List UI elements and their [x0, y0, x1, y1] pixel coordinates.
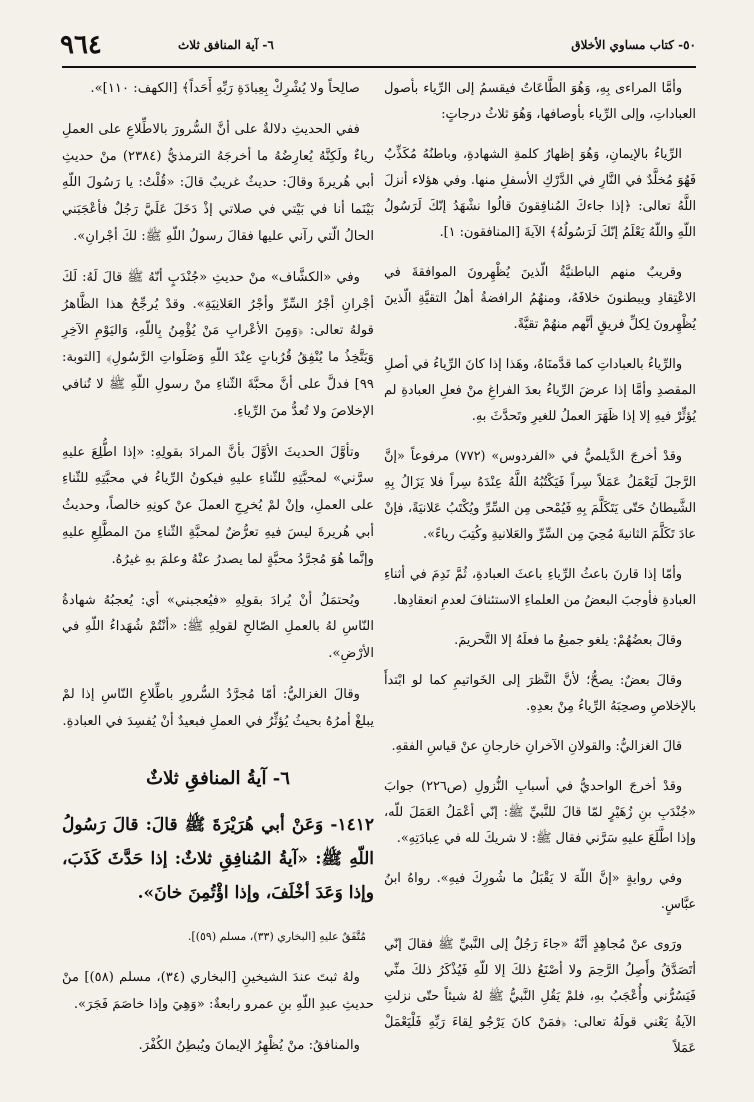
paragraph: وقالَ بعضٌ: يصحُّ؛ لأنَّ النَّظرَ إلى الخَواتيمِ كما لو ابْتدأَ بالإخلاصِ وصحِبَهُ الرِّياءُ مِنْ بعدِهِ.	[384, 673, 696, 714]
paragraph: ويُحتمَلُ أنْ يُرادَ بقولِهِ «فيُعجبني» أي: يُعجبُهُ شهادةُ النّاسِ لهُ بالعملِ الصّالحِ لقولِهِ ﷺ: «أنْتُمْ شُهَداءُ اللّهِ في الأرْضِ».	[62, 592, 374, 662]
page-header	[60, 30, 696, 64]
left-column	[62, 76, 374, 1074]
paragraph: وأمَّا المراءى بِهِ، وَهُوَ الطَّاعَاتُ فيقسمُ إلى الرِّياء بأصول العباداتِ، وإلى الرِّياء بأوصافها، وَهُوَ ثلاثُ درجاتٍ:	[384, 81, 696, 122]
paragraph: وفي «الكشَّاف» منْ حديثِ «جُنْدَبٍ أنّهُ ﷺ قالَ لَهُ: لَكَ أجْرانِ أجْرُ السِّرِّ وأجْرُ العَلانِيَةِ». وقدْ يُرجِّحُ هذا الظَّاهرُ قولهُ تعالى: ﴿وَمِنَ الأعْرابِ مَنْ يُؤْمِنُ بِاللّهِ، وَاليَوْمِ الآخِرِ وَيَتَّخِذُ ما يُنْفِقُ قُرُباتٍ عِنْدَ اللّهِ وَصَلَواتِ الرَّسُولِ﴾ [التوبة: ٩٩] فدلَّ على أنَّ محبَّةَ الثّناءِ منْ رسولِ اللّهِ ﷺ لا تُنافي الإخلاصَ ولا تُعدُّ منَ الرِّياءِ.	[62, 269, 374, 419]
hadith-text: ١٤١٢- وَعَنْ أبي هُرَيْرَةَ ﷺ قالَ: قالَ رَسُولُ اللّهِ ﷺ: «آيةُ المُنافِقِ ثلاثٌ: إذا حَدَّثَ كَذَبَ، وإذا وَعَدَ أخْلَفَ، وإذا اؤْتُمِنَ خانَ».	[62, 815, 374, 904]
chapter-title: ٥٠- كتاب مساوي الأخلاق	[571, 38, 696, 52]
paragraph: وتأوَّلَ الحديثَ الأوَّلَ بأنَّ المرادَ بقولِهِ: «إذا اطُّلِعَ عليهِ سرَّني» لمحبَّتِهِ للثّناءِ عليهِ فيكونُ الرِّياءُ في محبَّتِهِ للثّناءِ على العملِ، وإنْ لمْ يُخرِجِ العملَ عنْ كونِهِ خالصاً، وحديثُ أبي هُريرةَ ليسَ فيهِ تعرُّضٌ لمحبَّةِ الثّناءِ منَ المطَّلِعِ عليهِ وإنَّما هُوَ مُجرَّدُ محبَّةٍ لما يصدرُ عنْهُ وعلمَ بهِ غيرُهُ.	[62, 444, 374, 567]
paragraph: وقالَ بعضُهُمْ: يلغو جميعُ ما فعلَهُ إلا التَّحريمَ.	[454, 633, 682, 648]
paragraph: قالَ الغزاليُّ: والقولانِ الآخرانِ خارجانِ عنْ قياسِ الفقهِ.	[391, 739, 682, 754]
paragraph: والمنافقُ: منْ يُظْهِرُ الإيمانَ ويُبطِنُ الكُفْرَ.	[138, 1037, 360, 1053]
paragraph: وقدْ أخرجَ الدَّيلميُّ في «الفردوس» (٧٧٢) مرفوعاً «إنَّ الرَّجلَ لَيَعْمَلُ عَمَلاً سِراً فَيَكْتُبُهُ اللَّهُ عِنْدَهُ سِراً فلا يَزَالُ بِهِ الشَّيطانُ حَتّى يَتَكَلَّمَ بِهِ فَيُمْحى مِن السِّرِّ ويُكْتَبُ عَلانيَةً، فإنْ عادَ تَكَلَّمَ الثانيةَ مُحِيَ مِن السِّرِّ والعَلانيةِ وكُتِبَ رياءً».	[384, 449, 696, 542]
paragraph: وقريبٌ منهم الباطنيَّةُ الّذينَ يُظْهِرونَ الموافقةَ في الاعْتِقادِ ويبطنونَ خلافَهُ، ومنهُمُ الرافضةُ أهلُ التقيَّةِ الّذينَ يُظْهِرونَ لِكلِّ فريقٍ أنَّهم منهُمْ تقيَّةً.	[384, 265, 696, 332]
paragraph: ففي الحديثِ دلالةٌ على أنَّ السُّرورَ بالاطِّلاعِ على العملِ رياءٌ ولَكِنَّهُ يُعارِضُهُ ما أخرجَهُ الترمذيُّ (٢٣٨٤) منْ حديثِ أبي هُريرةَ وقالَ: حديثٌ غريبٌ قالَ: «قُلْتُ: يا رَسُولَ اللّهِ بَيْنَما أنا في بَيْتي في صلاتي إذْ دَخَلَ عَلَيَّ رَجُلٌ فأعْجَبَني الحالُ الّتي رآني عليها فقالَ رسولُ اللّهِ ﷺ: لكَ أجْرانِ».	[62, 121, 375, 244]
header-rule	[62, 66, 696, 68]
right-column	[384, 76, 696, 1076]
section-heading: ٦- آيةُ المنافقِ ثلاثٌ	[146, 767, 290, 789]
paragraph: وأمّا إذا قارنَ باعثُ الرِّياءِ باعثَ العبادةِ، ثُمَّ نَدِمَ في أثناءِ العبادةِ فأوجبَ البعضُ من العلماءِ الاستئنافَ لعدمِ انعقادِها.	[384, 567, 696, 608]
page-number: ٩٦٤	[60, 30, 102, 60]
section-running-title: ٦- آية المنافق ثلاث	[178, 38, 274, 52]
paragraph: الرِّياءُ بالإيمانِ، وَهُوَ إظهارُ كلمةِ الشهادةِ، وباطنُهُ مُكَذِّبٌ فَهُوَ مُخلَّدٌ في النَّارِ في الدَّرْكِ الأسفلِ منها. وفي هؤلاء أنزلَ اللَّهُ تعالى: ﴿إذا جاءكَ المُنافِقونَ قالُوا نشْهَدُ إنّكَ لَرَسُولُ اللّهِ واللّهُ يَعْلَمُ إنّكَ لَرَسُولُهُ﴾ الآيةَ [المنافقون: ١].	[384, 147, 696, 240]
paragraph: وقدْ أخرجَ الواحديُّ في أسبابِ النُّزولِ (ص٢٢٦) جوابَ «جُنْدَبِ بنِ زُهَيْرٍ لمّا قالَ للنَّبيِّ ﷺ: إنّي أعْمَلُ العَمَلَ للّه، وإذا اطَّلَعَ عليهِ سَرَّني فقال ﷺ: لا شريكَ لله في عِبادَتِهِ».	[384, 779, 696, 846]
paragraph: وقالَ الغزاليُّ: أمّا مُجرَّدُ السُّرورِ باطِّلاعِ النّاسِ إذا لمْ يبلغْ أمرُهُ بحيثُ يُؤثِّرُ في العملِ فبعيدٌ أنْ يُفسِدَ في العبادةِ.	[62, 686, 374, 729]
paragraph: ولهُ ثبتَ عندَ الشيخينِ [البخاري (٣٤)، مسلم (٥٨)] منْ حديثِ عبدِ اللّهِ بنِ عمرو رابعةٌ: «وَهِيَ وإذا خاصَمَ فَجَرَ».	[62, 970, 374, 1012]
paragraph: والرِّياءُ بالعباداتِ كما قدَّمنَاهُ، وهَذا إذا كانَ الرِّياءُ في أصلِ المقصدِ وأمَّا إذا عرضَ الرِّياءُ بعدَ الفراغِ منْ فعلِ العبادةِ لم يُؤثِّرْ فيهِ إلا إذا ظَهَرَ العملُ للغيرِ وتَحدَّثَ بهِ.	[384, 357, 696, 424]
paragraph: ورَوى عنْ مُجاهِدٍ أنَّهُ «جاءَ رَجُلٌ إلى النَّبيِّ ﷺ فقالَ إنّي أتَصَدَّقُ وأَصِلُ الرَّحِمَ ولا أصْنَعُ ذلكَ إلا للّهِ فَيُذْكَرُ ذلكَ منِّي فَيَسُرُّني وأُعْجَبُ بهِ، فلمْ يَقُلِ النَّبيُّ ﷺ لهُ شيئاً حتّى نزلتِ الآيةُ يَعْني قولَهُ تعالى: ﴿فمَنْ كانَ يَرْجُو لِقاءَ رَبِّهِ فَلْيَعْمَلْ عَمَلاً	[384, 937, 696, 1056]
hadith-reference: مُتَّفَقٌ عليهِ [البخاري (٣٣)، مسلم (٥٩)].	[187, 930, 366, 944]
paragraph: صالِحاً ولا يُشْرِكْ بِعِبادَةِ رَبِّهِ أَحَداً﴾ [الكهف: ١١٠]».	[90, 81, 360, 96]
paragraph: وفي روايةٍ «إنَّ اللّهَ لا يَقْبَلُ ما شُورِكَ فيهِ». رواهُ ابنُ عبَّاسٍ.	[384, 871, 696, 912]
